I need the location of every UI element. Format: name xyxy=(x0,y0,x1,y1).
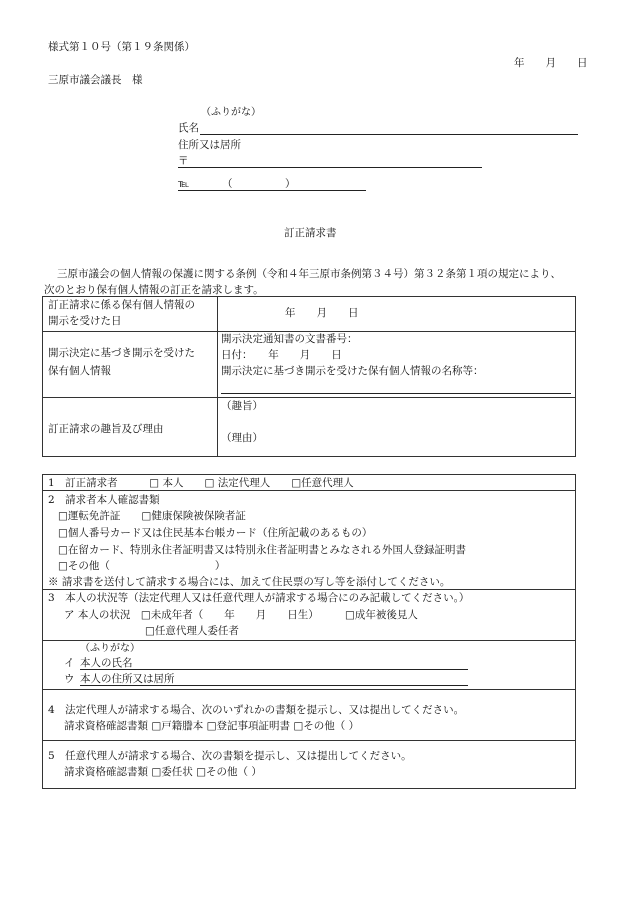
correction-purpose-label: 訂正請求の趣旨及び理由 xyxy=(48,423,164,435)
disclosed-info-name-line[interactable] xyxy=(221,393,571,394)
principal-name-label: 本人の氏名 xyxy=(80,657,133,669)
correction-purpose[interactable]: （趣旨） xyxy=(221,400,263,412)
postal-mark: 〒 xyxy=(178,155,189,167)
disclosed-info-label-2: 保有個人情報 xyxy=(48,365,111,377)
notice-date[interactable]: 日付： 年 月 日 xyxy=(221,349,342,361)
intro-line-2: 次のとおり保有個人情報の訂正を請求します。 xyxy=(44,284,264,296)
id-document-option-1[interactable]: □運転免許証 □健康保険被保険者証 xyxy=(58,510,246,522)
id-document-option-3[interactable]: □在留カード、特別永住者証明書又は特別永住者証明書とみなされる外国人登録証明書 xyxy=(58,544,466,556)
page-title: 訂正請求書 xyxy=(284,227,337,239)
applicant-name-line[interactable] xyxy=(200,134,578,135)
legal-agent-title: 4 法定代理人が請求する場合、次のいずれかの書類を提示し、又は提出してください。 xyxy=(48,704,465,716)
requester-type[interactable]: 1 訂正請求者 □ 本人 □ 法定代理人 □任意代理人 xyxy=(48,477,354,489)
id-document-option-4[interactable]: □その他（ ） xyxy=(58,560,226,572)
principal-status-option-delegator[interactable]: □任意代理人委任者 xyxy=(145,625,239,637)
principal-status-title: 3 本人の状況等（法定代理人又は任意代理人が請求する場合にのみ記載してください。） xyxy=(48,592,470,604)
addressee: 三原市議会議長 様 xyxy=(48,74,143,86)
principal-address-label: 本人の住所又は居所 xyxy=(80,673,175,685)
principal-address-marker: ウ xyxy=(64,673,75,685)
tel-parens: （ ） xyxy=(222,178,296,190)
disclosure-date-label-2: 開示を受けた日 xyxy=(48,315,122,327)
applicant-name-label: 氏名 xyxy=(178,122,199,134)
intro-line-1: 三原市議会の個人情報の保護に関する条例（令和４年三原市条例第３４号）第３２条第１項の規定により、 xyxy=(57,268,561,280)
id-documents-note: ※ 請求書を送付して請求する場合には、加えて住民票の写し等を添付してください。 xyxy=(48,576,451,588)
principal-address-line[interactable] xyxy=(80,685,468,686)
legal-agent-documents[interactable]: 請求資格確認書類 □戸籍謄本 □登記事項証明書 □その他（ ） xyxy=(64,720,360,732)
voluntary-agent-documents[interactable]: 請求資格確認書類 □委任状 □その他（ ） xyxy=(64,766,262,778)
principal-status-options[interactable]: ア 本人の状況 □未成年者（ 年 月 日生） □成年被後見人 xyxy=(64,609,418,621)
correction-reason[interactable]: （理由） xyxy=(221,432,263,444)
id-documents-title: 2 請求者本人確認書類 xyxy=(48,494,160,506)
disclosure-date-value[interactable]: 年 月 日 xyxy=(285,307,359,319)
disclosed-info-label-1: 開示決定に基づき開示を受けた xyxy=(48,347,195,359)
principal-furigana: （ふりがな） xyxy=(80,643,140,654)
disclosure-date-label-1: 訂正請求に係る保有個人情報の xyxy=(48,299,195,311)
principal-name-line[interactable] xyxy=(80,669,468,670)
disclosed-info-name[interactable]: 開示決定に基づき開示を受けた保有個人情報の名称等： xyxy=(221,365,484,377)
tel-label: ℡ xyxy=(178,178,190,190)
principal-name-marker: イ xyxy=(64,657,75,669)
applicant-address-label: 住所又は居所 xyxy=(178,139,241,151)
request-date: 年 月 日 xyxy=(514,57,588,69)
applicant-furigana: （ふりがな） xyxy=(201,107,261,118)
voluntary-agent-title: 5 任意代理人が請求する場合、次の書類を提示し、又は提出してください。 xyxy=(48,750,412,762)
tel-line[interactable] xyxy=(178,190,366,191)
form-number: 様式第１０号（第１９条関係） xyxy=(48,41,195,53)
notice-document-number[interactable]: 開示決定通知書の文書番号： xyxy=(221,333,358,345)
applicant-address-line[interactable] xyxy=(178,167,482,168)
id-document-option-2[interactable]: □個人番号カード又は住民基本台帳カード（住所記載のあるもの） xyxy=(58,527,373,539)
